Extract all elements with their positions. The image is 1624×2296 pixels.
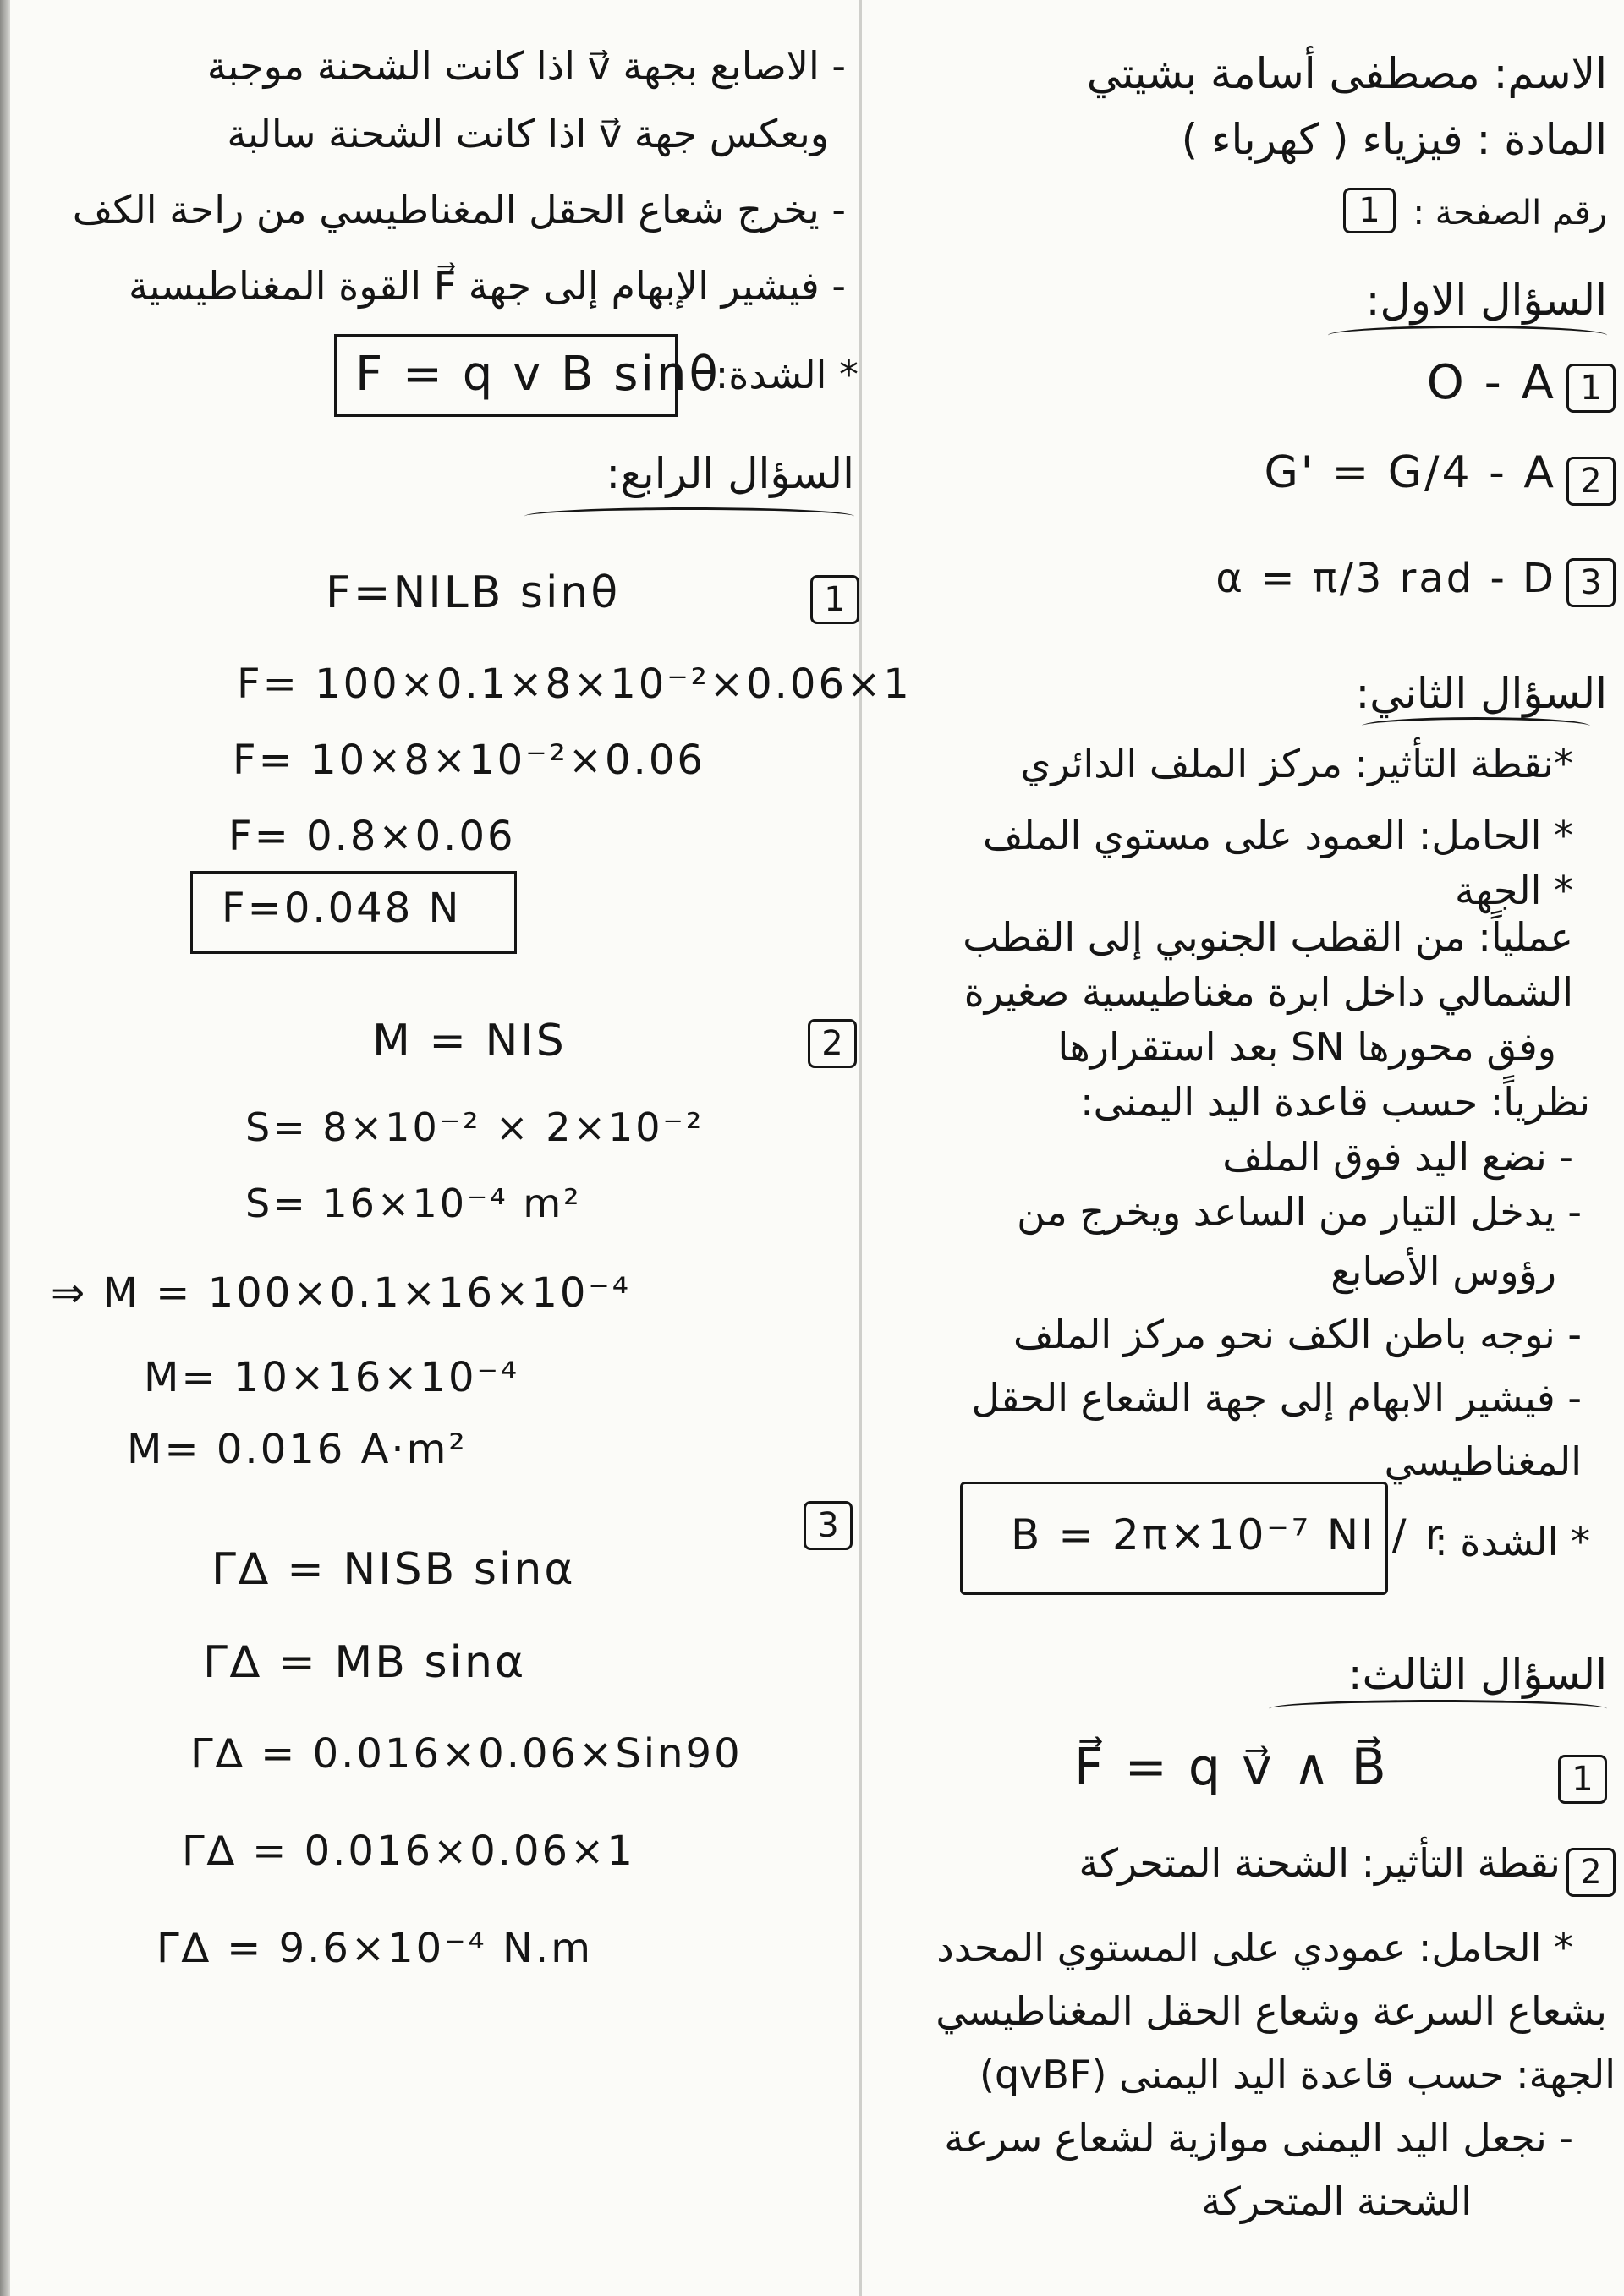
- q4-part2-line-6: M= 0.016 A·m²: [127, 1426, 468, 1473]
- q1-item1-answer: O - A: [1426, 355, 1556, 410]
- q4-part3-line-1: Γ∆ = NISB sinα: [211, 1544, 576, 1595]
- left-formula: F = q v B sinθ: [355, 347, 721, 402]
- q4-title-underline: [524, 507, 854, 525]
- q3-line-4: الجهة: حسب قاعدة اليد اليمنى (qvBF): [979, 2052, 1616, 2097]
- q3-line-2: * الحامل: عمودي على المستوي المحدد: [936, 1925, 1573, 1970]
- student-name: الاسم: مصطفى أسامة بشيتي: [1086, 49, 1607, 98]
- q3-formula: F⃗ = q v⃗ ∧ B⃗: [1074, 1738, 1389, 1797]
- q4-part3-line-4: Γ∆ = 0.016×0.06×1: [182, 1827, 635, 1875]
- q3-line-6: الشحنة المتحركة: [1201, 2178, 1472, 2224]
- q4-part1-line-3: F= 10×8×10⁻²×0.06: [233, 737, 705, 784]
- q2-line-6: وفق محورها SN بعد استقرارها: [1057, 1024, 1556, 1070]
- q4-part2-line-5: M= 10×16×10⁻⁴: [144, 1354, 520, 1401]
- page-number-value: 1: [1358, 191, 1380, 230]
- q4-part3-line-5: Γ∆ = 9.6×10⁻⁴ N.m: [156, 1925, 593, 1972]
- q4-part1-result: F=0.048 N: [222, 885, 462, 932]
- q2-line-3: * الجهة: [1455, 868, 1573, 913]
- q1-item2-number: 2: [1566, 457, 1616, 506]
- q1-title: السؤال الاول:: [1365, 276, 1607, 325]
- q2-line-10: رؤوس الأصابع: [1330, 1248, 1556, 1294]
- q1-item2-answer: G' = G/4 - A: [1264, 447, 1556, 498]
- q2-title-underline: [1362, 717, 1590, 735]
- q4-part2-line-3: S= 16×10⁻⁴ m²: [245, 1181, 582, 1226]
- q3-line-3: بشعاع السرعة وشعاع الحقل المغناطيسي: [935, 1988, 1607, 2034]
- page-number-box: [1343, 188, 1396, 233]
- q2-line-2: * الحامل: العمود على مستوي الملف: [983, 813, 1573, 858]
- q2-line-8: - نضع اليد فوق الملف: [1222, 1134, 1573, 1180]
- q1-item1-number: 1: [1566, 364, 1616, 413]
- q4-part2-line-2: S= 8×10⁻² × 2×10⁻²: [245, 1104, 705, 1150]
- q4-part2-line-4: ⇒ M = 100×0.1×16×10⁻⁴: [51, 1269, 631, 1317]
- q4-part2-number: 2: [808, 1019, 857, 1068]
- q3-title-underline: [1269, 1700, 1607, 1718]
- q2-line-5: الشمالي داخل ابرة مغناطيسية صغيرة: [963, 969, 1573, 1015]
- q3-title: السؤال الثالث:: [1347, 1650, 1607, 1699]
- q2-formula: B = 2π×10⁻⁷ NI / r: [1011, 1510, 1446, 1559]
- column-divider: [859, 0, 862, 2296]
- q3-line-1: نقطة التأثير: الشحنة المتحركة: [1078, 1840, 1561, 1886]
- q4-part2-line-1: M = NIS: [372, 1016, 567, 1066]
- left-intensity-label: * الشدة:: [715, 352, 859, 397]
- q4-part1-line-2: F= 100×0.1×8×10⁻²×0.06×1: [237, 660, 912, 708]
- q1-item3-answer: α = π/3 rad - D: [1215, 555, 1556, 602]
- q2-line-7: نظرياً: حسب قاعدة اليد اليمنى:: [1080, 1079, 1590, 1125]
- left-line-4: - فيشير الإبهام إلى جهة F⃗ القوة المغناطيسية: [128, 263, 846, 309]
- q1-item3-number: 3: [1566, 558, 1616, 607]
- q4-part1-line-4: F= 0.8×0.06: [228, 813, 516, 860]
- q4-part1-number: 1: [810, 575, 859, 624]
- left-line-3: - يخرج شعاع الحقل المغناطيسي من راحة الكف: [72, 187, 846, 233]
- q2-line-4: عملياً: من القطب الجنوبي إلى القطب: [963, 914, 1573, 960]
- page-edge-shadow: [0, 0, 10, 2296]
- page-number-label: رقم الصفحة :: [1413, 194, 1607, 233]
- q3-line-5: - نجعل اليد اليمنى موازية لشعاع سرعة: [944, 2115, 1573, 2161]
- q4-part1-line-1: F=NILB sinθ: [326, 567, 621, 618]
- q3-item2-number: 2: [1566, 1848, 1616, 1897]
- q2-line-12: - فيشير الابهام إلى جهة الشعاع الحقل: [971, 1375, 1582, 1421]
- q3-item1-number: 1: [1558, 1755, 1607, 1804]
- left-line-2: وبعكس جهة v⃗ اذا كانت الشحنة سالبة: [227, 111, 829, 156]
- subject-line: المادة : فيزياء ( كهرباء ): [1181, 115, 1607, 164]
- q2-intensity-label: * الشدة :: [1435, 1519, 1590, 1564]
- q2-title: السؤال الثاني:: [1355, 669, 1607, 718]
- left-line-1: - الاصابع بجهة v⃗ اذا كانت الشحنة موجبة: [206, 43, 846, 89]
- q2-line-1: *نقطة التأثير: مركز الملف الدائري: [1020, 741, 1573, 786]
- q2-line-13: المغناطيسي: [1384, 1438, 1582, 1484]
- q1-title-underline: [1328, 326, 1607, 345]
- q4-part3-line-3: Γ∆ = 0.016×0.06×Sin90: [190, 1730, 743, 1778]
- q4-part3-number: 3: [804, 1501, 853, 1550]
- q2-line-11: - نوجه باطن الكف نحو مركز الملف: [1012, 1312, 1582, 1357]
- q2-line-9: - يدخل التيار من الساعد ويخرج من: [1017, 1189, 1582, 1235]
- q4-part3-line-2: Γ∆ = MB sinα: [203, 1637, 527, 1688]
- q4-title: السؤال الرابع:: [606, 449, 854, 498]
